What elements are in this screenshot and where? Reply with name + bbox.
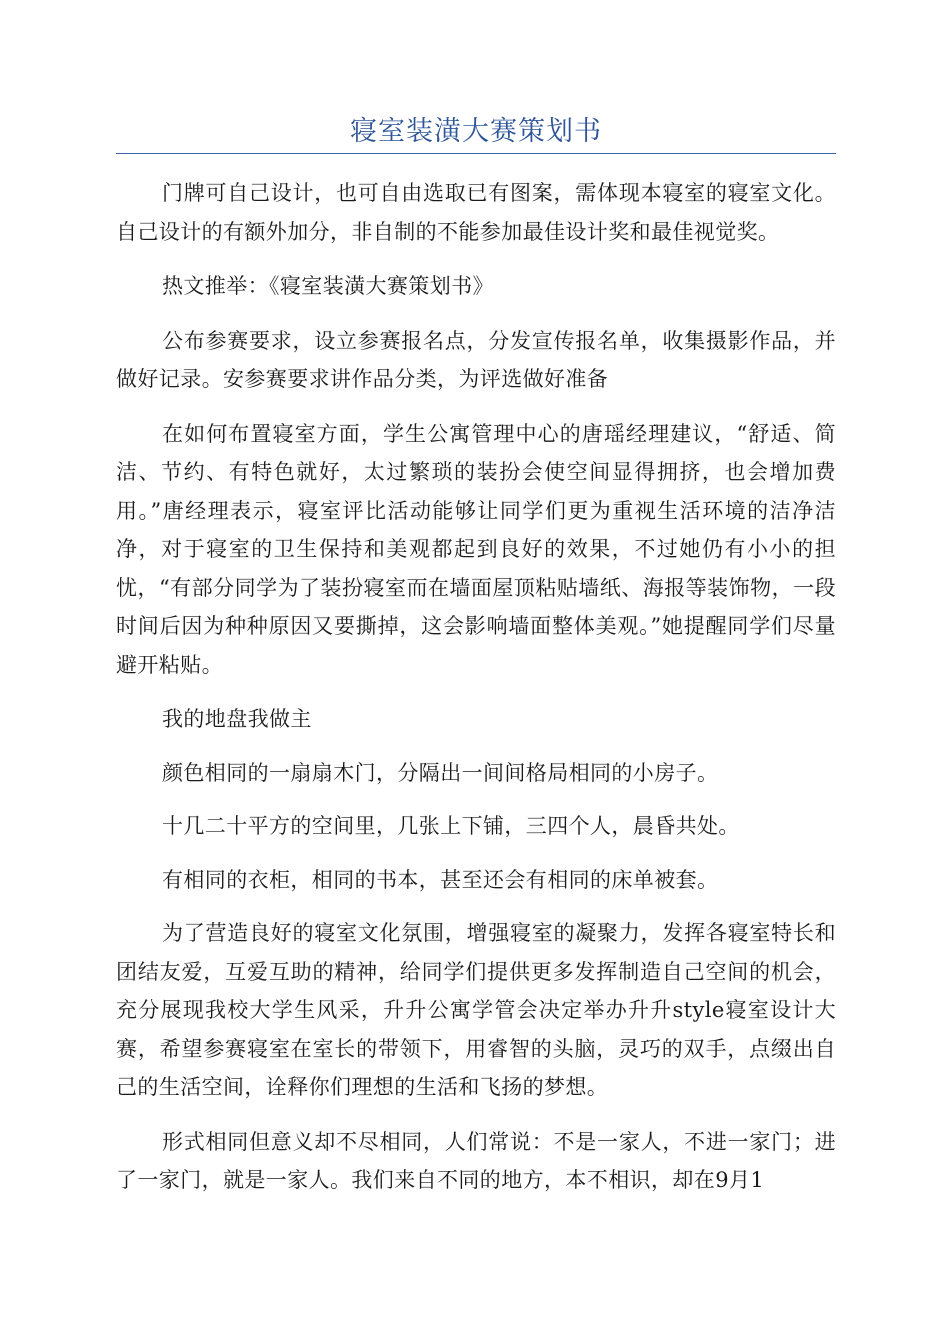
title-underline	[116, 153, 836, 154]
paragraph: 在如何布置寝室方面，学生公寓管理中心的唐瑶经理建议，“舒适、简洁、节约、有特色就好，太过繁琐的装扮会使空间显得拥挤，也会增加费用。”唐经理表示，寝室评比活动能够让同学们更为重视生活环境的洁净洁净，对于寝室的卫生保持和美观都起到良好的效果，不过她仍有小小的担忧，“有部分同学为了装扮寝室而在墙面屋顶粘贴墙纸、海报等装饰物，一段时间后因为种种原因又要撕掉，这会影响墙面整体美观。”她提醒同学们尽量避开粘贴。	[116, 421, 836, 677]
paragraph: 形式相同但意义却不尽相同，人们常说：不是一家人，不进一家门；进了一家门，就是一家人。我们来自不同的地方，本不相识，却在9月1	[116, 1129, 836, 1192]
paragraph: 有相同的衣柜，相同的书本，甚至还会有相同的床单被套。	[162, 867, 719, 892]
paragraph: 十几二十平方的空间里，几张上下铺，三四个人，晨昏共处。	[162, 814, 740, 838]
document-body	[116, 174, 836, 1216]
paragraph: 热文推举：《寝室装潢大赛策划书》	[162, 274, 494, 298]
paragraph: 为了营造良好的寝室文化氛围，增强寝室的凝聚力，发挥各寝室特长和团结友爱，互爱互助的精神，给同学们提供更多发挥制造自己空间的机会，充分展现我校大学生风采，升升公寓学管会决定举办升升style寝室设计大赛，希望参赛寝室在室长的带领下，用睿智的头脑，灵巧的双手，点缀出自己的生活空间，诠释你们理想的生活和飞扬的梦想。	[116, 921, 836, 1099]
paragraph: 公布参赛要求，设立参赛报名点，分发宣传报名单，收集摄影作品，并做好记录。安参赛要求讲作品分类，为评选做好准备	[116, 328, 836, 391]
paragraph: 门牌可自己设计，也可自由选取已有图案，需体现本寝室的寝室文化。自己设计的有额外加分，非自制的不能参加最佳设计奖和最佳视觉奖。	[116, 181, 836, 244]
paragraph: 颜色相同的一扇扇木门，分隔出一间间格局相同的小房子。	[162, 760, 719, 785]
document-title: 寝室装潢大赛策划书	[350, 116, 602, 147]
paragraph: 我的地盘我做主	[162, 707, 312, 731]
